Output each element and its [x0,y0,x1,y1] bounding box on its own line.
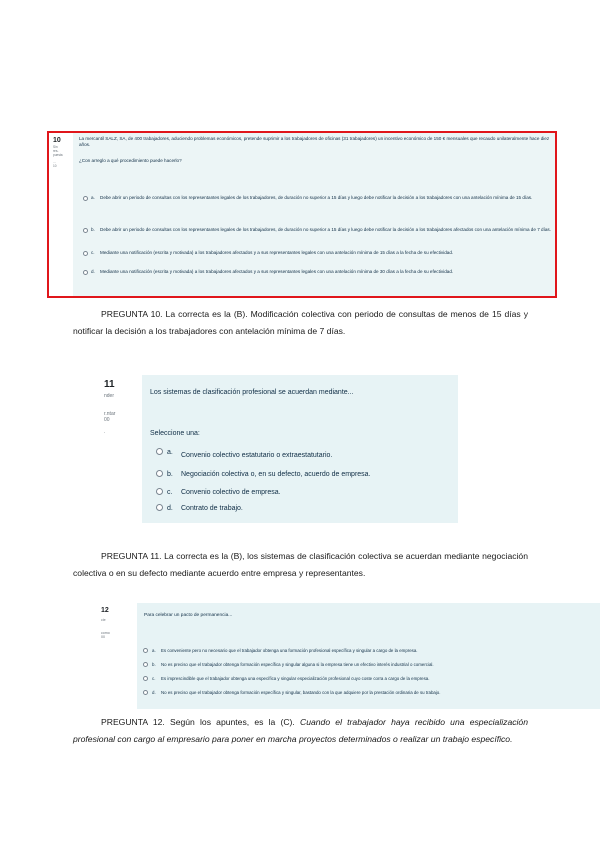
question-11-screenshot [100,375,458,523]
option-text: Mediante una notificación (escrita y motivada) a los trabajadores afectados y a sus representantes legales con una antelación mínima de 30 días a la fecha de su efectividad. [100,269,454,274]
question-number: 12 [101,607,109,614]
option-letter: b. [152,662,156,667]
answer-12-quote: Cuando el trabajador haya recibido una especialización profesional con cargo al empresario para poner en marcha proyectos determinados o realizar un trabajo específico. [73,717,528,744]
option-d[interactable] [83,269,551,275]
radio-button-icon[interactable] [83,228,88,233]
radio-button-icon[interactable] [143,648,148,653]
option-text: Debe abrir un periodo de consultas con los representantes legales de los trabajadores, de duración no superior a 15 días y luego debe notificar la decisión a los trabajadores con una antelación mínima de 15 días. [100,195,533,200]
question-info-panel [100,375,142,523]
question-10-screenshot [47,131,557,298]
option-c[interactable] [83,250,551,256]
option-b[interactable] [156,470,371,479]
option-letter: a. [152,648,156,653]
option-text: No es preciso que el trabajador obtenga formación específica y singular, bastando con la que adquiere por la prestación ordinaria de su trabajo. [161,690,441,695]
question-text: Los sistemas de clasificación profesional se acuerdan mediante... [150,389,354,396]
option-c[interactable] [156,488,281,497]
option-text: Contrato de trabajo. [181,505,243,512]
option-letter: a. [167,449,173,456]
option-letter: c. [91,250,95,255]
option-b[interactable] [83,227,551,233]
radio-button-icon[interactable] [143,690,148,695]
question-prompt: ¿Con arreglo a qué procedimiento puede hacerlo? [79,158,182,163]
option-text: Mediante una notificación (escrita y motivada) a los trabajadores afectados y a sus representantes legales con una antelación mínima de 15 días a la fecha de su efectividad. [100,250,454,255]
question-number: 11 [104,379,115,390]
question-info-panel [97,603,137,709]
option-letter: d. [91,269,95,274]
answer-12-prefix: PREGUNTA 12. Según los apuntes, es la (C). [101,717,300,727]
question-status: cie como 00 [101,618,110,640]
option-letter: a. [91,195,95,200]
radio-button-icon[interactable] [83,196,88,201]
option-d[interactable] [156,504,243,513]
option-letter: d. [152,690,156,695]
answer-11: PREGUNTA 11. La correcta es la (B), los sistemas de clasificación colectiva se acuerdan mediante negociación colectiva o en su defecto mediante acuerdo entre empresa y representantes. [73,551,528,578]
question-info-panel [49,133,73,296]
question-12-screenshot [97,603,600,709]
option-text: Convenio colectivo de empresa. [181,489,281,496]
option-a[interactable] [83,195,551,201]
radio-button-icon[interactable] [143,676,148,681]
option-a[interactable] [143,648,418,654]
question-text: Para celebrar un pacto de permanencia... [144,613,233,618]
radio-button-icon[interactable] [83,270,88,275]
question-prompt: Seleccione una: [150,430,200,437]
option-a[interactable] [156,448,332,460]
answer-12 [73,714,528,748]
option-letter: c. [152,676,156,681]
option-letter: b. [167,471,173,478]
radio-button-icon[interactable] [156,448,163,455]
answer-10: PREGUNTA 10. La correcta es la (B). Modificación colectiva con periodo de consultas de menos de 15 días y notificar la decisión a los trabajadores con antelación mínima de 7 días. [73,309,528,336]
option-letter: d. [167,505,173,512]
question-number: 10 [53,137,61,144]
option-text: Debe abrir un periodo de consultas con los representantes legales de los trabajadores, de duración no superior a 15 días y luego debe notificar la decisión a los trabajadores afectados con una antelación mínima de 7 días. [100,227,551,232]
option-c[interactable] [143,676,429,682]
option-text: Es conveniente pero no necesario que el trabajador obtenga una formación profesional específica y singular a cargo de la empresa. [161,648,418,653]
radio-button-icon[interactable] [156,504,163,511]
option-text: Convenio colectivo estatutario o extraestatutario. [181,452,333,459]
radio-button-icon[interactable] [83,251,88,256]
radio-button-icon[interactable] [156,488,163,495]
question-body [73,133,555,296]
question-status: Sin res- puesta ... 10 [53,145,63,169]
option-b[interactable] [143,662,434,668]
option-d[interactable] [143,690,440,696]
radio-button-icon[interactable] [156,470,163,477]
question-text: La mercantil SALZ, SA, de 400 trabajadores, aduciendo problemas económicos, pretende suprimir a los trabajadores de oficinas (31 trabajadores) un incentivo económico de 150 € mensuales que recaudo unilateralmente hace diez años. [79,136,550,148]
radio-button-icon[interactable] [143,662,148,667]
option-text: Es imprescindible que el trabajador obtenga una específica y singular especialización profesional cuyo coste corra a cargo de la empresa. [161,676,430,681]
option-letter: b. [91,227,95,232]
question-body [142,375,458,523]
question-body [137,603,600,709]
question-status: nder r.ntar 00 . [104,393,116,435]
option-text: Negociación colectiva o, en su defecto, acuerdo de empresa. [181,471,371,478]
option-letter: c. [167,489,173,496]
option-text: No es preciso que el trabajador obtenga formación específica y singular alguna si la empresa tiene un efectivo interés industrial o comercial. [161,662,434,667]
